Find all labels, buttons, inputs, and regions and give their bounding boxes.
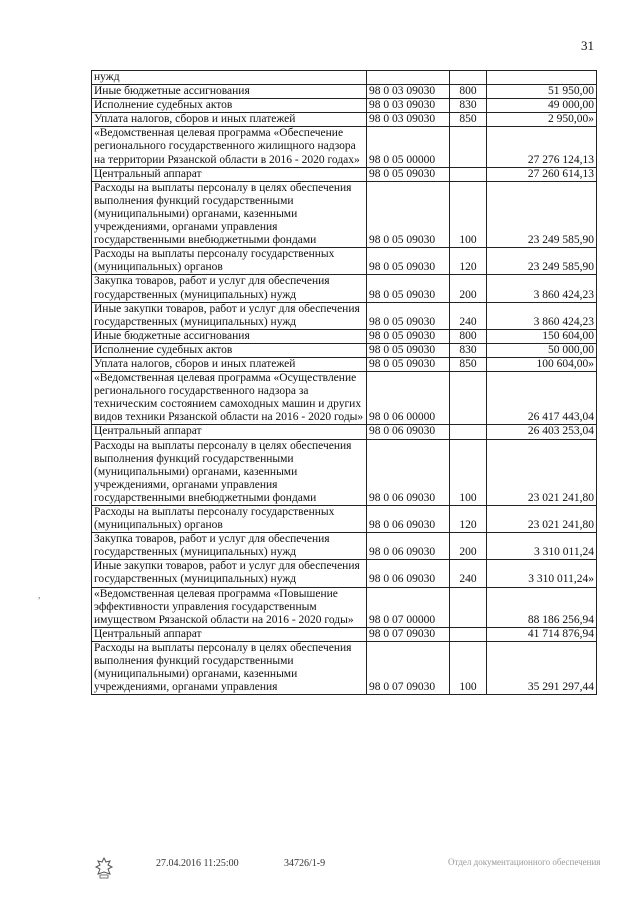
row-expense-type xyxy=(450,167,487,181)
row-description: «Ведомственная целевая программа «Осуществление регионального государственного надзора за техническим состоянием самоходных машин и других видов техники Рязанской области на 2016 - 2020 годы» xyxy=(92,372,367,425)
row-expense-type: 830 xyxy=(450,343,487,357)
row-amount: 3 860 424,23 xyxy=(487,302,597,329)
row-expense-type: 830 xyxy=(450,99,487,113)
row-expense-type: 200 xyxy=(450,275,487,302)
row-amount: 41 714 876,94 xyxy=(487,627,597,641)
row-expense-type xyxy=(450,127,487,167)
row-target-code: 98 0 05 00000 xyxy=(367,127,450,167)
coat-of-arms-icon xyxy=(92,856,116,880)
row-target-code: 98 0 07 00000 xyxy=(367,587,450,627)
row-expense-type xyxy=(450,372,487,425)
row-amount: 27 260 614,13 xyxy=(487,167,597,181)
table-row xyxy=(92,587,597,627)
row-description: Расходы на выплаты персоналу государственных (муниципальных) органов xyxy=(92,248,367,275)
row-target-code: 98 0 06 09030 xyxy=(367,533,450,560)
row-expense-type xyxy=(450,627,487,641)
table-row xyxy=(92,113,597,127)
table-row xyxy=(92,372,597,425)
table-row xyxy=(92,533,597,560)
table-row xyxy=(92,357,597,371)
row-amount: 2 950,00» xyxy=(487,113,597,127)
row-amount: 23 249 585,90 xyxy=(487,248,597,275)
row-expense-type: 240 xyxy=(450,560,487,587)
row-amount: 51 950,00 xyxy=(487,85,597,99)
row-target-code: 98 0 05 09030 xyxy=(367,357,450,371)
row-expense-type: 850 xyxy=(450,113,487,127)
row-description: Закупка товаров, работ и услуг для обеспечения государственных (муниципальных) нужд xyxy=(92,275,367,302)
table-row xyxy=(92,85,597,99)
table-row xyxy=(92,439,597,505)
row-description: Иные закупки товаров, работ и услуг для обеспечения государственных (муниципальных) нужд xyxy=(92,560,367,587)
row-target-code: 98 0 06 09030 xyxy=(367,506,450,533)
budget-table xyxy=(91,70,597,695)
row-amount: 3 310 011,24» xyxy=(487,560,597,587)
table-row xyxy=(92,627,597,641)
row-description: Исполнение судебных актов xyxy=(92,343,367,357)
row-amount: 3 860 424,23 xyxy=(487,275,597,302)
row-amount: 50 000,00 xyxy=(487,343,597,357)
row-amount: 27 276 124,13 xyxy=(487,127,597,167)
row-description: Уплата налогов, сборов и иных платежей xyxy=(92,113,367,127)
row-target-code: 98 0 07 09030 xyxy=(367,627,450,641)
footer-doc-number: 34726/1-9 xyxy=(284,858,326,869)
row-expense-type: 200 xyxy=(450,533,487,560)
row-amount: 23 249 585,90 xyxy=(487,181,597,247)
row-target-code xyxy=(367,71,450,85)
row-target-code: 98 0 05 09030 xyxy=(367,181,450,247)
margin-mark: , xyxy=(38,590,41,601)
table-row xyxy=(92,329,597,343)
row-description: Расходы на выплаты персоналу в целях обеспечения выполнения функций государственными (муниципальными) органами, казенными учреждениями, органами управления государственными внебюджетными фондами xyxy=(92,439,367,505)
row-amount: 88 186 256,94 xyxy=(487,587,597,627)
row-target-code: 98 0 03 09030 xyxy=(367,99,450,113)
row-description: Расходы на выплаты персоналу государственных (муниципальных) органов xyxy=(92,506,367,533)
row-expense-type: 240 xyxy=(450,302,487,329)
table-row xyxy=(92,99,597,113)
row-description: Иные бюджетные ассигнования xyxy=(92,85,367,99)
row-target-code: 98 0 05 09030 xyxy=(367,343,450,357)
row-amount: 150 604,00 xyxy=(487,329,597,343)
row-description: Центральный аппарат xyxy=(92,167,367,181)
row-description: Расходы на выплаты персоналу в целях обеспечения выполнения функций государственными (муниципальными) органами, казенными учреждениями, органами управления государственными внебюджетными фондами xyxy=(92,181,367,247)
table-row xyxy=(92,425,597,439)
row-description: Исполнение судебных актов xyxy=(92,99,367,113)
row-target-code: 98 0 06 09030 xyxy=(367,425,450,439)
table-row xyxy=(92,302,597,329)
table-row xyxy=(92,248,597,275)
table-row xyxy=(92,275,597,302)
table-row xyxy=(92,506,597,533)
row-expense-type xyxy=(450,587,487,627)
row-target-code: 98 0 05 09030 xyxy=(367,248,450,275)
row-target-code: 98 0 03 09030 xyxy=(367,85,450,99)
row-expense-type: 120 xyxy=(450,506,487,533)
row-amount: 26 417 443,04 xyxy=(487,372,597,425)
row-description: нужд xyxy=(92,71,367,85)
row-expense-type: 100 xyxy=(450,641,487,694)
row-amount: 26 403 253,04 xyxy=(487,425,597,439)
table-row xyxy=(92,71,597,85)
row-expense-type: 800 xyxy=(450,85,487,99)
row-description: Центральный аппарат xyxy=(92,425,367,439)
table-row xyxy=(92,343,597,357)
row-amount xyxy=(487,71,597,85)
row-description: «Ведомственная целевая программа «Повышение эффективности управления государственным имуществом Рязанской области на 2016 - 2020 годы» xyxy=(92,587,367,627)
row-description: Центральный аппарат xyxy=(92,627,367,641)
row-expense-type xyxy=(450,71,487,85)
row-target-code: 98 0 05 09030 xyxy=(367,275,450,302)
table-row xyxy=(92,560,597,587)
row-description: Иные бюджетные ассигнования xyxy=(92,329,367,343)
row-expense-type: 850 xyxy=(450,357,487,371)
row-target-code: 98 0 05 09030 xyxy=(367,302,450,329)
row-description: Иные закупки товаров, работ и услуг для обеспечения государственных (муниципальных) нужд xyxy=(92,302,367,329)
row-expense-type: 100 xyxy=(450,439,487,505)
row-expense-type: 800 xyxy=(450,329,487,343)
row-target-code: 98 0 03 09030 xyxy=(367,113,450,127)
row-target-code: 98 0 07 09030 xyxy=(367,641,450,694)
row-target-code: 98 0 05 09030 xyxy=(367,329,450,343)
row-amount: 23 021 241,80 xyxy=(487,506,597,533)
row-expense-type: 100 xyxy=(450,181,487,247)
row-expense-type xyxy=(450,425,487,439)
table-row xyxy=(92,167,597,181)
row-target-code: 98 0 06 09030 xyxy=(367,439,450,505)
table-body xyxy=(92,71,597,695)
table-row xyxy=(92,127,597,167)
row-amount: 35 291 297,44 xyxy=(487,641,597,694)
page-number: 31 xyxy=(581,38,594,53)
footer-datetime: 27.04.2016 11:25:00 xyxy=(156,858,239,869)
row-amount: 49 000,00 xyxy=(487,99,597,113)
row-target-code: 98 0 06 09030 xyxy=(367,560,450,587)
row-description: Закупка товаров, работ и услуг для обеспечения государственных (муниципальных) нужд xyxy=(92,533,367,560)
row-target-code: 98 0 05 09030 xyxy=(367,167,450,181)
row-expense-type: 120 xyxy=(450,248,487,275)
table-row xyxy=(92,181,597,247)
footer-stamp: Отдел документационного обеспечения xyxy=(448,857,601,867)
row-target-code: 98 0 06 00000 xyxy=(367,372,450,425)
row-description: «Ведомственная целевая программа «Обеспечение регионального государственного жилищного надзора на территории Рязанской области в 2016 - 2020 годах» xyxy=(92,127,367,167)
row-description: Расходы на выплаты персоналу в целях обеспечения выполнения функций государственными (муниципальными) органами, казенными учреждениями, органами управления xyxy=(92,641,367,694)
row-amount: 23 021 241,80 xyxy=(487,439,597,505)
row-amount: 3 310 011,24 xyxy=(487,533,597,560)
table-row xyxy=(92,641,597,694)
row-amount: 100 604,00» xyxy=(487,357,597,371)
row-description: Уплата налогов, сборов и иных платежей xyxy=(92,357,367,371)
